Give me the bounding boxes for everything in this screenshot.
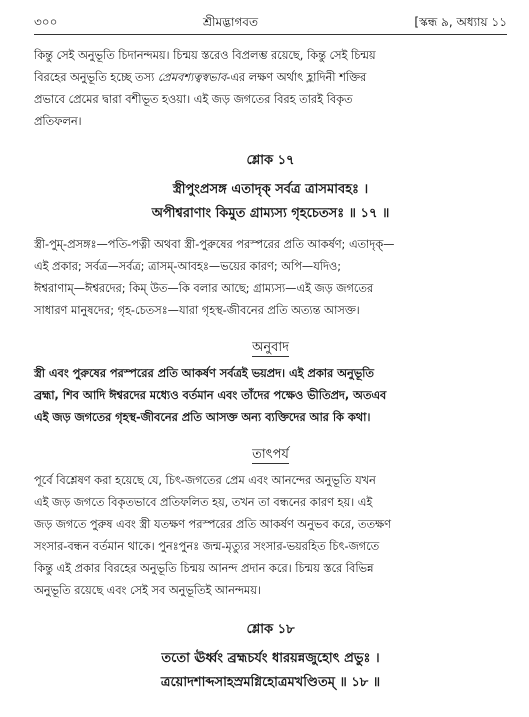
intro-line: প্রতিফলন। [34,115,82,128]
intro-line: কিন্তু সেই অনুভূতি চিদানন্দময়। চিন্ময় স্তরেও বিপ্রলম্ভ রয়েছে, কিন্তু সেই চিন্ময় [34,49,376,62]
intro-italic-term: প্রেমবশ্যত্বস্বভাব [157,71,227,84]
canto-chapter: [স্কন্ধ ৯, অধ্যায় ১১ [414,15,507,29]
purport-line: এই জড় জগতে বিকৃতভাবে প্রতিফলিত হয়, তখন তা বন্ধনের কারণ হয়। এই [34,496,373,509]
translation-paragraph [34,363,507,429]
purport-line: পূর্বে বিশ্লেষণ করা হয়েছে যে, চিৎ-জগতের প্রেম এবং আনন্দের অনুভূতি যখন [34,474,376,487]
intro-line: প্রভাবে প্রেমের দ্বারা বশীভূত হওয়া। এই জড় জগতের বিরহ তারই বিকৃত [34,93,353,106]
translation-line: এই জড় জগতের গৃহস্থ-জীবনের প্রতি আসক্ত অন্য ব্যক্তিদের আর কি কথা। [34,411,371,424]
purport-paragraph [34,470,507,602]
verse-18-line-2: ত্রয়োদশাব্দসাহস্রমগ্নিহোত্রমখণ্ডিতম্ ॥ ১৮ ॥ [160,675,381,690]
purport-line: কিন্তু এই প্রকার বিরহের অনুভূতি চিন্ময় আনন্দ প্রদান করে। চিন্ময় স্তরে বিভিন্ন [34,562,374,575]
translation-line: স্ত্রী এবং পুরুষের পরস্পরের প্রতি আকর্ষণ সর্বত্রই ভয়প্রদ। এই প্রকার অনুভূতি [34,367,374,380]
purport-line: সংসার-বন্ধন বর্তমান থাকে। পুনঃপুনঃ জন্ম-মৃত্যুর সংসার-ভয়রহিত চিৎ-জগতে [34,540,380,553]
translation-title: অনুবাদ [252,340,289,355]
purport-line: জড় জগতে পুরুষ এবং স্ত্রী যতক্ষণ পরস্পরের প্রতি আকর্ষণ অনুভব করে, ততক্ষণ [34,518,391,531]
intro-line: বিরহের অনুভূতি হচ্ছে তস্য প্রেমবশ্যত্বস্বভাব-এর লক্ষণ অর্থাৎ হ্লাদিনী শক্তির [34,71,367,84]
verse-18-line-1: ততো ঊর্ধ্বং ব্রহ্মচর্যং ধারয়ন্নজুহোৎ প্রভুঃ । [161,651,380,666]
intro-paragraph [34,45,507,133]
page-number: ৩০০ [34,15,58,29]
verse-17-heading: শ্লোক ১৭ [246,153,295,168]
verse-17-line-1: স্ত্রীপুংপ্রসঙ্গ এতাদৃক্ সর্বত্র ত্রাসমাবহঃ । [172,182,369,197]
synonyms-line: স্ত্রী-পুম্-প্রসঙ্গঃ—পতি-পত্নী অথবা স্ত্রী-পুরুষের পরস্পরের প্রতি আকর্ষণ; এতাদৃক্— [34,238,395,251]
synonyms-line: সাধারণ মানুষদের; গৃহ-চেতসঃ—যারা গৃহস্থ-জীবনের প্রতি অত্যন্ত আসক্ত। [34,304,360,317]
verse-17-line-2: অপীশ্বরাণাং কিমুত গ্রাম্যস্য গৃহচেতসঃ ॥ ১৭ ॥ [151,206,390,221]
purport-line: অনুভূতি রয়েছে এবং সেই সব অনুভূতিই আনন্দময়। [34,584,261,597]
page-header [34,14,507,35]
synonyms-line: এই প্রকার; সর্বত্র—সর্বত্র; ত্রাসম্-আবহঃ—ভয়ের কারণ; অপি—যদিও; [34,260,342,273]
purport-title: তাৎপর্য [252,447,289,462]
book-title: শ্রীমদ্ভাগবত [202,15,258,29]
synonyms-paragraph [34,234,507,322]
verse-18-heading: শ্লোক ১৮ [246,622,295,637]
synonyms-line: ঈশ্বরাণাম্—ঈশ্বরদের; কিম্ উত—কি বলার আছে; গ্রাম্যস্য—এই জড় জগতের [34,282,374,295]
translation-line: ব্রহ্মা, শিব আদি ঈশ্বরদের মধ্যেও বর্তমান এবং তাঁদের পক্ষেও ভীতিপ্রদ, অতএব [34,389,387,402]
